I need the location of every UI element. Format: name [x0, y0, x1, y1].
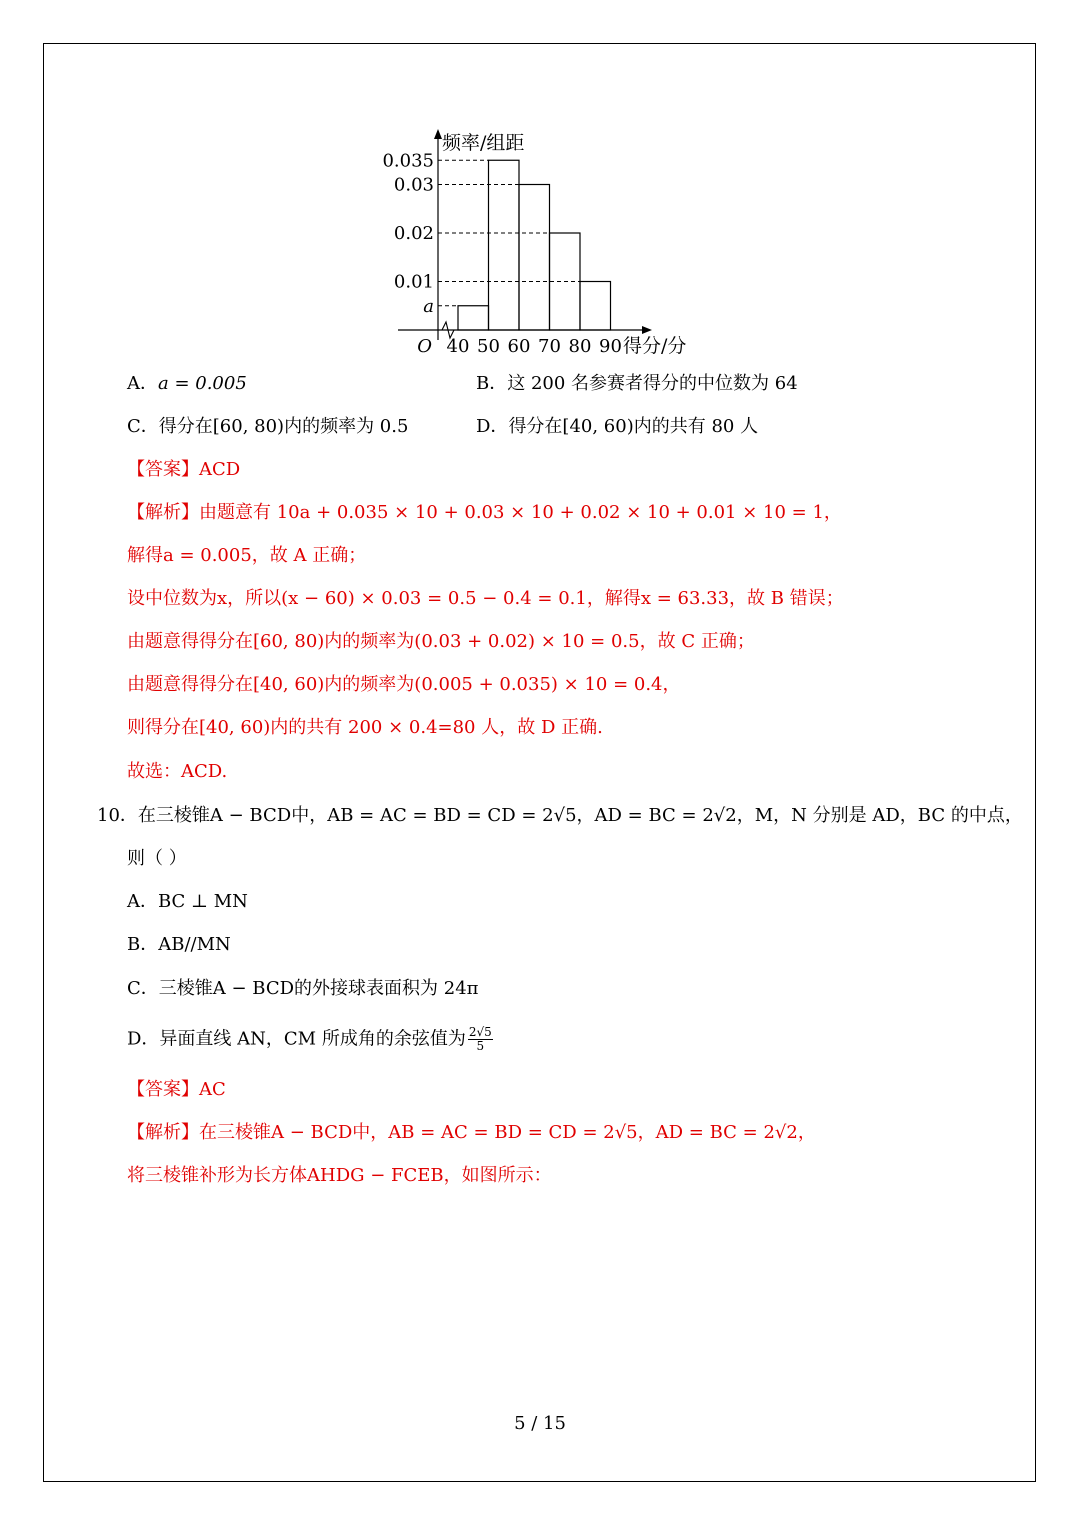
q9-analysis-line-3: 设中位数为x，所以(x − 60) × 0.03 = 0.5 − 0.4 = 0.1，解得x = 63.33，故 B 错误； [127, 588, 844, 609]
histogram-bar [580, 282, 611, 331]
q9-analysis-line-6: 则得分在[40, 60)内的共有 200 × 0.4=80 人，故 D 正确. [127, 717, 603, 738]
y-tick-label: a [423, 295, 434, 317]
y-tick-label: 0.035 [382, 150, 434, 172]
q9-option-d: D．得分在[40, 60)内的共有 80 人 [476, 416, 759, 437]
q9-option-b: B．这 200 名参赛者得分的中位数为 64 [476, 373, 798, 394]
x-axis-arrow [642, 326, 652, 334]
histogram-bar [458, 306, 489, 330]
q10-option-a: A．BC ⊥ MN [127, 891, 248, 912]
y-tick-label: 0.03 [393, 174, 434, 196]
q9-analysis-line-1: 【解析】由题意有 10a + 0.035 × 10 + 0.03 × 10 + 0.02 × 10 + 0.01 × 10 = 1， [127, 502, 842, 523]
x-tick-label: 90 [599, 336, 622, 357]
y-axis-label: 频率/组距 [442, 132, 525, 154]
q10-answer: 【答案】AC [127, 1079, 226, 1100]
q9-option-c: C．得分在[60, 80)内的频率为 0.5 [127, 416, 409, 437]
q10-analysis-line-2: 将三棱锥补形为长方体AHDG − FCEB，如图所示： [127, 1165, 552, 1186]
x-tick-label: 80 [568, 336, 592, 357]
x-tick-label: 50 [477, 336, 500, 357]
q10-stem-line-1: 10．在三棱锥A − BCD中，AB = AC = BD = CD = 2√5，AD = BC = 2√2，M，N 分别是 AD，BC 的中点， [97, 805, 1023, 826]
origin-label: O [417, 336, 432, 357]
x-tick-label: 40 [446, 336, 470, 357]
q9-option-a: A．a = 0.005 [127, 373, 247, 394]
q10-analysis-line-1: 【解析】在三棱锥A − BCD中，AB = AC = BD = CD = 2√5，AD = BC = 2√2， [127, 1122, 816, 1143]
x-axis-label: 得分/分 [623, 335, 687, 357]
frequency-histogram [380, 125, 710, 365]
q9-analysis-line-5: 由题意得得分在[40, 60)内的频率为(0.005 + 0.035) × 10 = 0.4， [127, 674, 681, 695]
q9-answer: 【答案】ACD [127, 459, 241, 480]
q9-analysis-line-2: 解得a = 0.005，故 A 正确； [127, 545, 367, 566]
x-tick-label: 60 [507, 336, 531, 357]
x-tick-label: 70 [538, 336, 561, 357]
y-tick-label: 0.02 [393, 223, 434, 244]
q10-option-c: C．三棱锥A − BCD的外接球表面积为 24π [127, 978, 479, 999]
cosine-fraction: $\frac{2√5}{5}$ [468, 1025, 492, 1053]
histogram-bar [489, 160, 520, 330]
q10-stem-line-2: 则（ ） [127, 848, 187, 869]
q10-option-b: B．AB//MN [127, 934, 231, 955]
q9-analysis-line-7: 故选：ACD. [127, 761, 228, 782]
page-number: 5 / 15 [514, 1413, 566, 1434]
q10-option-d: D．异面直线 AN，CM 所成角的余弦值为 $\frac{2√5}{5}$ [127, 1025, 492, 1053]
q9-analysis-line-4: 由题意得得分在[60, 80)内的频率为(0.03 + 0.02) × 10 = 0.5，故 C 正确； [127, 631, 755, 652]
y-tick-label: 0.01 [393, 271, 434, 293]
histogram-bar [519, 185, 550, 331]
y-axis-arrow [434, 129, 442, 139]
